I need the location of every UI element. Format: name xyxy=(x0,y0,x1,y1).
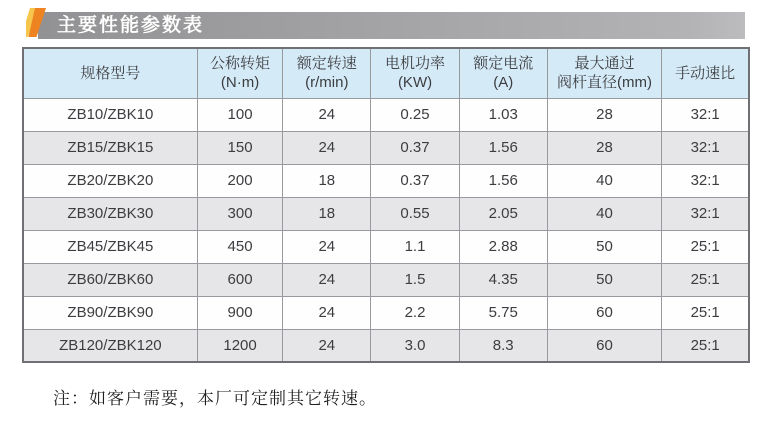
table-row xyxy=(23,197,749,230)
table-row xyxy=(23,296,749,329)
spec-table xyxy=(22,47,750,363)
table-row xyxy=(23,329,749,362)
table-cell: 0.37 xyxy=(371,131,460,164)
table-cell: 40 xyxy=(547,197,662,230)
table-cell: 2.88 xyxy=(459,230,547,263)
column-header-1: 公称转矩 (N·m) xyxy=(197,48,283,98)
table-cell: 25:1 xyxy=(662,296,749,329)
column-header-5: 最大通过 阀杆直径(mm) xyxy=(547,48,662,98)
table-cell: ZB15/ZBK15 xyxy=(23,131,197,164)
table-cell: ZB120/ZBK120 xyxy=(23,329,197,362)
table-cell: 200 xyxy=(197,164,283,197)
table-cell: 50 xyxy=(547,263,662,296)
table-cell: 25:1 xyxy=(662,263,749,296)
table-cell: 3.0 xyxy=(371,329,460,362)
table-cell: 600 xyxy=(197,263,283,296)
table-cell: 28 xyxy=(547,98,662,131)
table-cell: 32:1 xyxy=(662,164,749,197)
table-row xyxy=(23,230,749,263)
table-cell: 60 xyxy=(547,329,662,362)
section-title: 主要性能参数表 xyxy=(57,15,205,36)
table-cell: ZB90/ZBK90 xyxy=(23,296,197,329)
table-cell: 60 xyxy=(547,296,662,329)
table-cell: ZB60/ZBK60 xyxy=(23,263,197,296)
table-cell: 1.56 xyxy=(459,131,547,164)
table-cell: 40 xyxy=(547,164,662,197)
column-header-6: 手动速比 xyxy=(662,48,749,98)
column-header-4: 额定电流 (A) xyxy=(459,48,547,98)
table-cell: 18 xyxy=(283,164,371,197)
table-cell: 0.55 xyxy=(371,197,460,230)
table-cell: ZB30/ZBK30 xyxy=(23,197,197,230)
table-cell: 1.03 xyxy=(459,98,547,131)
table-cell: 32:1 xyxy=(662,98,749,131)
table-cell: 300 xyxy=(197,197,283,230)
table-cell: 32:1 xyxy=(662,197,749,230)
table-cell: 24 xyxy=(283,263,371,296)
table-cell: 0.37 xyxy=(371,164,460,197)
table-cell: 24 xyxy=(283,296,371,329)
column-header-3: 电机功率 (KW) xyxy=(371,48,460,98)
table-cell: 1200 xyxy=(197,329,283,362)
table-cell: 24 xyxy=(283,329,371,362)
footnote: 注：如客户需要，本厂可定制其它转速。 xyxy=(53,389,377,408)
table-cell: 8.3 xyxy=(459,329,547,362)
table-header xyxy=(23,48,749,98)
table-cell: 24 xyxy=(283,98,371,131)
table-cell: 150 xyxy=(197,131,283,164)
table-cell: 1.1 xyxy=(371,230,460,263)
section-title-bar xyxy=(38,12,745,39)
table-cell: 2.2 xyxy=(371,296,460,329)
table-cell: 1.5 xyxy=(371,263,460,296)
header-row xyxy=(23,48,749,98)
table-cell: ZB10/ZBK10 xyxy=(23,98,197,131)
table-cell: 1.56 xyxy=(459,164,547,197)
table-row xyxy=(23,131,749,164)
table-body xyxy=(23,98,749,362)
table-cell: 450 xyxy=(197,230,283,263)
column-header-2: 额定转速 (r/min) xyxy=(283,48,371,98)
table-cell: 25:1 xyxy=(662,329,749,362)
title-marker-icon xyxy=(26,8,46,37)
table-cell: 5.75 xyxy=(459,296,547,329)
table-cell: 900 xyxy=(197,296,283,329)
table-cell: 24 xyxy=(283,230,371,263)
table-cell: ZB45/ZBK45 xyxy=(23,230,197,263)
table-cell: 2.05 xyxy=(459,197,547,230)
table-row xyxy=(23,164,749,197)
table-cell: 18 xyxy=(283,197,371,230)
column-header-0: 规格型号 xyxy=(23,48,197,98)
table-cell: 100 xyxy=(197,98,283,131)
table-row xyxy=(23,263,749,296)
table-cell: 4.35 xyxy=(459,263,547,296)
table-cell: 28 xyxy=(547,131,662,164)
table-cell: 32:1 xyxy=(662,131,749,164)
table-cell: 0.25 xyxy=(371,98,460,131)
table-cell: 25:1 xyxy=(662,230,749,263)
table-cell: 24 xyxy=(283,131,371,164)
table-row xyxy=(23,98,749,131)
table-cell: 50 xyxy=(547,230,662,263)
table-cell: ZB20/ZBK20 xyxy=(23,164,197,197)
